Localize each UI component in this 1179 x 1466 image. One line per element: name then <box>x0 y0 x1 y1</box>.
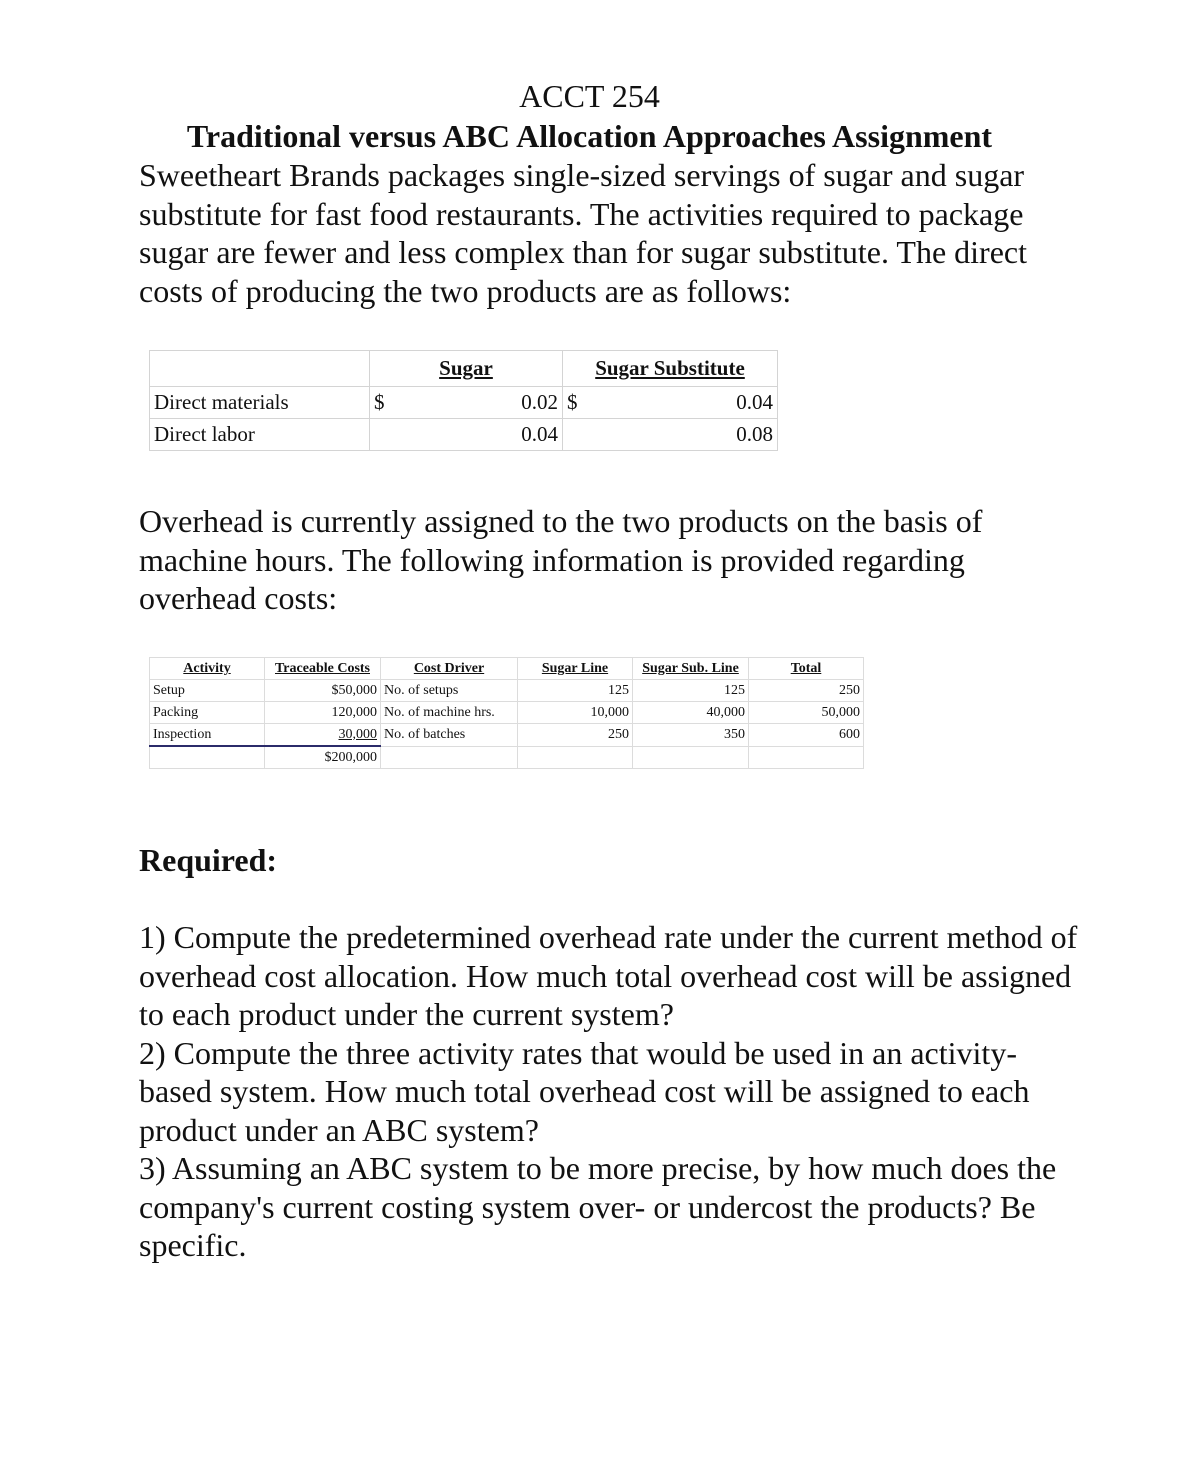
activity-cell: Packing <box>150 702 265 724</box>
sugar-value: 0.04 <box>402 419 563 451</box>
currency-spacer <box>563 419 596 451</box>
currency-spacer <box>370 419 403 451</box>
cost-driver-header: Cost Driver <box>381 658 518 680</box>
required-item-3: 3) Assuming an ABC system to be more precise, by how much does the company's current costing system over- or undercost the products? Be specific. <box>139 1150 1057 1263</box>
required-list <box>139 918 1079 1265</box>
substitute-value: 0.04 <box>595 387 778 419</box>
empty-cell <box>749 746 864 769</box>
cost-driver-cell: No. of machine hrs. <box>381 702 518 724</box>
empty-cell <box>518 746 633 769</box>
sugar-line-cell: 250 <box>518 724 633 747</box>
direct-costs-table <box>149 350 778 451</box>
sugar-sub-line-cell: 40,000 <box>633 702 749 724</box>
sugar-line-cell: 125 <box>518 680 633 702</box>
overhead-paragraph: Overhead is currently assigned to the two products on the basis of machine hours. The following information is provided regarding overhead costs: <box>139 503 983 616</box>
total-traceable-cost: $200,000 <box>265 746 381 769</box>
total-header: Total <box>749 658 864 680</box>
traceable-costs-header: Traceable Costs <box>265 658 381 680</box>
total-cell: 250 <box>749 680 864 702</box>
activity-cell: Inspection <box>150 724 265 747</box>
required-item-2: 2) Compute the three activity rates that would be used in an activity-based system. How much total overhead cost will be assigned to each product under an ABC system? <box>139 1034 1030 1148</box>
assignment-title: Traditional versus ABC Allocation Approaches Assignment <box>186 118 993 154</box>
course-code: ACCT 254 <box>519 78 660 114</box>
empty-header-cell <box>150 351 370 387</box>
cost-driver-cell: No. of batches <box>381 724 518 747</box>
overhead-table <box>149 657 864 769</box>
sugar-value: 0.02 <box>402 387 563 419</box>
total-cell: 50,000 <box>749 702 864 724</box>
currency-sign: $ <box>370 387 403 419</box>
empty-cell <box>381 746 518 769</box>
cost-driver-cell: No. of setups <box>381 680 518 702</box>
traceable-cost-cell: 30,000 <box>265 724 381 747</box>
sugar-sub-line-cell: 350 <box>633 724 749 747</box>
empty-cell <box>633 746 749 769</box>
currency-sign: $ <box>563 387 596 419</box>
sugar-sub-line-cell: 125 <box>633 680 749 702</box>
traceable-cost-cell: $50,000 <box>265 680 381 702</box>
intro-paragraph: Sweetheart Brands packages single-sized servings of sugar and sugar substitute for fast food restaurants. The activities required to package sugar are fewer and less complex than for sugar substitute. The direct costs of producing the two products are as follows: <box>139 157 1027 309</box>
required-heading: Required: <box>139 842 278 878</box>
sugar-sub-line-header: Sugar Sub. Line <box>633 658 749 680</box>
substitute-value: 0.08 <box>595 419 778 451</box>
row-label: Direct materials <box>150 387 370 419</box>
sugar-line-header: Sugar Line <box>518 658 633 680</box>
sugar-line-cell: 10,000 <box>518 702 633 724</box>
required-item-1: 1) Compute the predetermined overhead rate under the current method of overhead cost allocation. How much total overhead cost will be assigned to each product under the current system? <box>139 919 1078 1032</box>
activity-header: Activity <box>150 658 265 680</box>
empty-cell <box>150 746 265 769</box>
row-label: Direct labor <box>150 419 370 451</box>
activity-cell: Setup <box>150 680 265 702</box>
sugar-header: Sugar <box>370 351 563 387</box>
sugar-substitute-header: Sugar Substitute <box>563 351 778 387</box>
total-cell: 600 <box>749 724 864 747</box>
traceable-cost-cell: 120,000 <box>265 702 381 724</box>
